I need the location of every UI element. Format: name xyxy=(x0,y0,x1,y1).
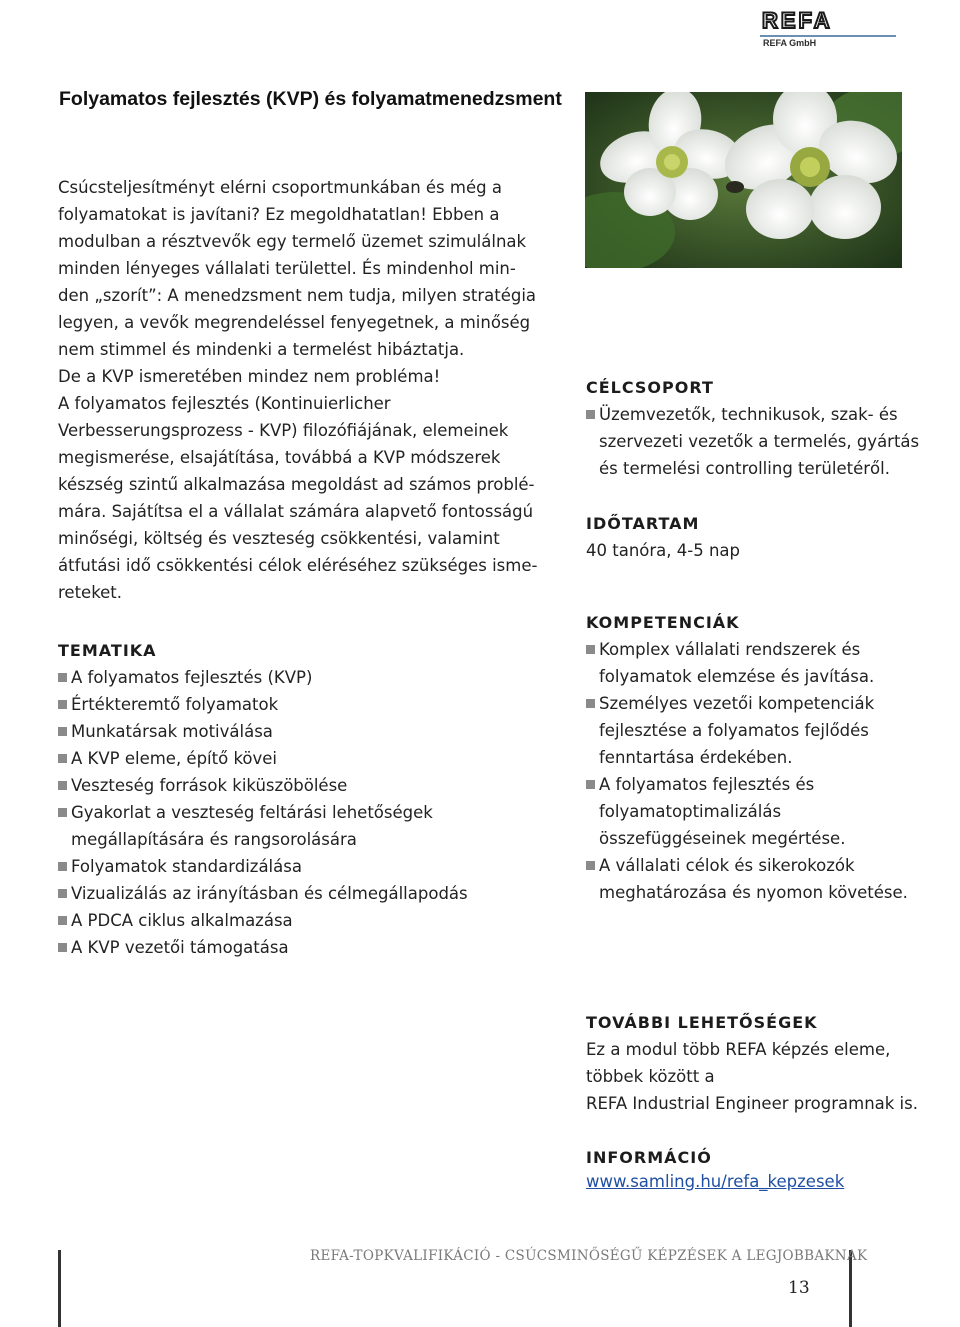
logo-text: REFA xyxy=(762,8,833,33)
list-item-text: Munkatársak motiválása xyxy=(71,722,273,741)
intro-line: modulban a résztvevők egy termelő üzemet szimulálnak xyxy=(58,232,527,251)
intro-text xyxy=(58,174,538,606)
list-item xyxy=(58,907,468,934)
list-item-text: Veszteség források kiküszöbölése xyxy=(71,776,348,795)
list-item xyxy=(58,664,468,691)
tematika-heading: TEMATIKA xyxy=(58,641,157,660)
intro-line: Csúcsteljesítményt elérni csoportmunkában és még a xyxy=(58,178,502,197)
info-link[interactable]: www.samling.hu/refa_kepzesek xyxy=(586,1172,845,1191)
intro-line: folyamatokat is javítani? Ez megoldhatatlan! Ebben a xyxy=(58,205,500,224)
list-item-text: megállapítására és rangsorolására xyxy=(71,830,357,849)
intro-line: A folyamatos fejlesztés (Kontinuierlicher xyxy=(58,394,391,413)
list-item xyxy=(586,690,908,771)
refa-logo xyxy=(762,10,864,32)
list-item-text: A folyamatos fejlesztés és xyxy=(599,775,815,794)
square-bullet-icon xyxy=(58,700,67,709)
list-item xyxy=(586,636,908,690)
list-item-text: Értékteremtő folyamatok xyxy=(71,695,279,714)
kompetenciak-list xyxy=(586,636,908,906)
list-item xyxy=(58,799,468,853)
list-item-text: Komplex vállalati rendszerek és xyxy=(599,640,861,659)
list-item-text: folyamatok elemzése és javítása. xyxy=(599,667,875,686)
list-item xyxy=(58,853,468,880)
square-bullet-icon xyxy=(586,861,595,870)
square-bullet-icon xyxy=(58,889,67,898)
list-item-text: A KVP vezetői támogatása xyxy=(71,938,289,957)
square-bullet-icon xyxy=(586,780,595,789)
list-item-text: Folyamatok standardizálása xyxy=(71,857,302,876)
list-item xyxy=(586,852,908,906)
list-item-text: folyamatoptimalizálás xyxy=(599,802,782,821)
tovabbi-heading: TOVÁBBI LEHETŐSÉGEK xyxy=(586,1013,818,1032)
tematika-list xyxy=(58,664,468,961)
list-item-text: szervezeti vezetők a termelés, gyártás xyxy=(599,432,920,451)
page-number: 13 xyxy=(788,1278,810,1298)
list-item-text: Gyakorlat a veszteség feltárási lehetőségek xyxy=(71,803,433,822)
square-bullet-icon xyxy=(58,727,67,736)
list-item xyxy=(58,934,468,961)
square-bullet-icon xyxy=(58,916,67,925)
logo-subtitle: REFA GmbH xyxy=(763,38,817,48)
square-bullet-icon xyxy=(58,862,67,871)
list-item-text: A folyamatos fejlesztés (KVP) xyxy=(71,668,313,687)
square-bullet-icon xyxy=(586,699,595,708)
square-bullet-icon xyxy=(586,410,595,419)
square-bullet-icon xyxy=(586,645,595,654)
idotartam-heading: IDŐTARTAM xyxy=(586,514,700,533)
intro-line: átfutási idő csökkentési célok eléréséhez szükséges isme- xyxy=(58,556,538,575)
logo-rule xyxy=(760,35,896,37)
intro-line: megismerése, elsajátítása, továbbá a KVP módszerek xyxy=(58,448,501,467)
intro-line: mára. Sajátítsa el a vállalat számára alapvető fontosságú xyxy=(58,502,534,521)
list-item-text: Üzemvezetők, technikusok, szak- és xyxy=(599,405,898,424)
celcsoport-list xyxy=(586,401,919,482)
square-bullet-icon xyxy=(58,781,67,790)
intro-line: legyen, a vevők megrendeléssel fenyegetnek, a minőség xyxy=(58,313,531,332)
tovabbi-line: Ez a modul több REFA képzés eleme, xyxy=(586,1040,891,1059)
intro-line: reteket. xyxy=(58,583,123,602)
intro-line: minden lényeges vállalati területtel. És mindenhol min- xyxy=(58,259,516,278)
square-bullet-icon xyxy=(58,808,67,817)
list-item xyxy=(586,401,919,482)
intro-line: De a KVP ismeretében mindez nem probléma! xyxy=(58,367,441,386)
footer-text: REFA-TOPKVALIFIKÁCIÓ - CSÚCSMINŐSÉGŰ KÉPZÉSEK A LEGJOBBAKNAK xyxy=(310,1248,868,1264)
flower-photo xyxy=(585,92,902,268)
intro-line: Verbesserungsprozess - KVP) filozófiájának, elemeinek xyxy=(58,421,509,440)
square-bullet-icon xyxy=(58,673,67,682)
tovabbi-text xyxy=(586,1036,918,1117)
list-item-text: A PDCA ciklus alkalmazása xyxy=(71,911,293,930)
list-item xyxy=(58,745,468,772)
list-item-text: fenntartása érdekében. xyxy=(599,748,793,767)
list-item-text: Személyes vezetői kompetenciák xyxy=(599,694,875,713)
list-item xyxy=(58,880,468,907)
list-item-text: és termelési controlling területéről. xyxy=(599,459,890,478)
list-item-text: A KVP eleme, építő kövei xyxy=(71,749,278,768)
tovabbi-line: többek között a xyxy=(586,1067,715,1086)
tovabbi-line: REFA Industrial Engineer programnak is. xyxy=(586,1094,918,1113)
flower-illustration xyxy=(585,92,902,268)
intro-line: készség szintű alkalmazása megoldást ad számos problé- xyxy=(58,475,535,494)
list-item-text: meghatározása és nyomon követése. xyxy=(599,883,908,902)
square-bullet-icon xyxy=(58,754,67,763)
page-title: Folyamatos fejlesztés (KVP) és folyamatmenedzsment xyxy=(59,88,562,110)
celcsoport-heading: CÉLCSOPORT xyxy=(586,378,714,397)
list-item-text: A vállalati célok és sikerokozók xyxy=(599,856,855,875)
list-item xyxy=(58,691,468,718)
footer-rule-left xyxy=(58,1250,61,1327)
list-item-text: Vizualizálás az irányításban és célmegállapodás xyxy=(71,884,468,903)
idotartam-text: 40 tanóra, 4-5 nap xyxy=(586,541,740,560)
intro-line: minőségi, költség és veszteség csökkentési, valamint xyxy=(58,529,500,548)
list-item xyxy=(58,772,468,799)
list-item-text: fejlesztése a folyamatos fejlődés xyxy=(599,721,869,740)
list-item xyxy=(586,771,908,852)
kompetenciak-heading: KOMPETENCIÁK xyxy=(586,613,740,632)
list-item xyxy=(58,718,468,745)
informacio-heading: INFORMÁCIÓ xyxy=(586,1148,712,1167)
intro-line: nem stimmel és mindenki a termelést hibáztatja. xyxy=(58,340,465,359)
intro-line: den „szorít”: A menedzsment nem tudja, milyen stratégia xyxy=(58,286,537,305)
square-bullet-icon xyxy=(58,943,67,952)
list-item-text: összefüggéseinek megértése. xyxy=(599,829,846,848)
